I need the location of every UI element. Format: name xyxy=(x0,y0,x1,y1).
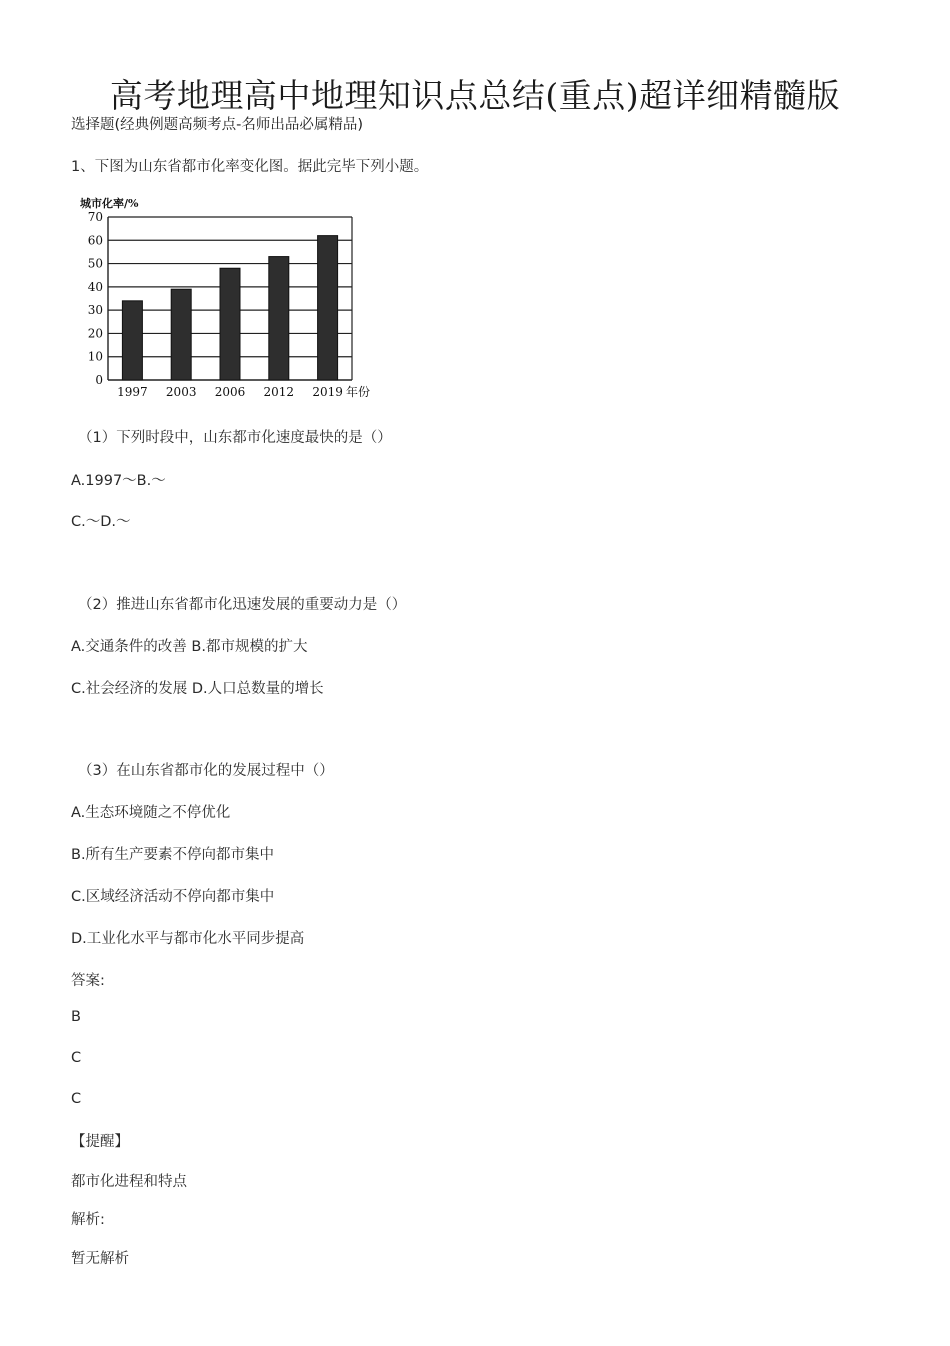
question-1-2: （2）推进山东省都市化迅速发展的重要动力是（） xyxy=(78,597,407,613)
question-1-2-options-ab: A.交通条件的改善 B.都市规模的扩大 xyxy=(71,639,308,655)
chart-bar xyxy=(269,257,289,380)
question-1-3-option-a: A.生态环境随之不停优化 xyxy=(71,805,231,821)
chart-y-tick-label: 30 xyxy=(87,303,103,318)
chart-bar xyxy=(171,289,191,380)
question-1-1: （1）下列时段中，山东都市化速度最快的是（） xyxy=(78,430,392,446)
urbanization-bar-chart xyxy=(70,190,390,405)
document-subtitle: 选择题(经典例题高频考点-名师出品必属精品) xyxy=(71,117,364,133)
answer-3: C xyxy=(71,1091,82,1107)
chart-y-tick-label: 40 xyxy=(87,279,103,294)
chart-x-tick-label: 2012 xyxy=(263,385,295,399)
question-1-3: （3）在山东省都市化的发展过程中（） xyxy=(78,763,334,779)
chart-y-tick-label: 60 xyxy=(87,233,103,248)
chart-bar xyxy=(318,236,338,380)
chart-bars xyxy=(122,236,337,380)
chart-bar xyxy=(122,301,142,380)
chart-y-tick-label: 50 xyxy=(87,256,103,271)
question-1-intro: 1、下图为山东省都市化率变化图。据此完毕下列小题。 xyxy=(71,159,429,175)
chart-y-tick-label: 0 xyxy=(95,373,103,387)
chart-x-ticks xyxy=(117,385,343,399)
chart-y-tick-label: 70 xyxy=(87,210,103,224)
question-1-1-options-cd: C.～D.～ xyxy=(71,514,131,530)
analysis-label: 解析: xyxy=(71,1212,105,1228)
chart-y-ticks xyxy=(88,210,103,387)
question-1-2-options-cd: C.社会经济的发展 D.人口总数量的增长 xyxy=(71,681,324,697)
chart-y-tick-label: 20 xyxy=(87,326,103,341)
answer-1: B xyxy=(71,1009,81,1025)
chart-x-tick-label: 2019 xyxy=(312,385,343,399)
chart-y-axis-label: 城市化率/% xyxy=(80,197,139,210)
hint-text: 都市化进程和特点 xyxy=(71,1174,187,1190)
answer-2: C xyxy=(71,1050,82,1066)
question-1-1-options-ab: A.1997～B.～ xyxy=(71,473,166,489)
hint-label: 【提醒】 xyxy=(71,1134,129,1150)
chart-x-tick-label: 2003 xyxy=(165,385,197,399)
analysis-text: 暂无解析 xyxy=(71,1251,129,1267)
answer-label: 答案: xyxy=(71,973,105,989)
document-title: 高考地理高中地理知识点总结(重点)超详细精髓版 xyxy=(109,76,841,115)
chart-y-tick-label: 10 xyxy=(87,349,103,364)
question-1-3-option-b: B.所有生产要素不停向都市集中 xyxy=(71,847,275,863)
chart-x-tick-label: 2006 xyxy=(214,385,246,399)
chart-x-tick-label: 1997 xyxy=(117,385,148,399)
chart-bar xyxy=(220,268,240,380)
question-1-3-option-c: C.区域经济活动不停向都市集中 xyxy=(71,889,275,905)
chart-x-axis-label: 年份 xyxy=(346,385,371,399)
question-1-3-option-d: D.工业化水平与都市化水平同步提高 xyxy=(71,931,305,947)
